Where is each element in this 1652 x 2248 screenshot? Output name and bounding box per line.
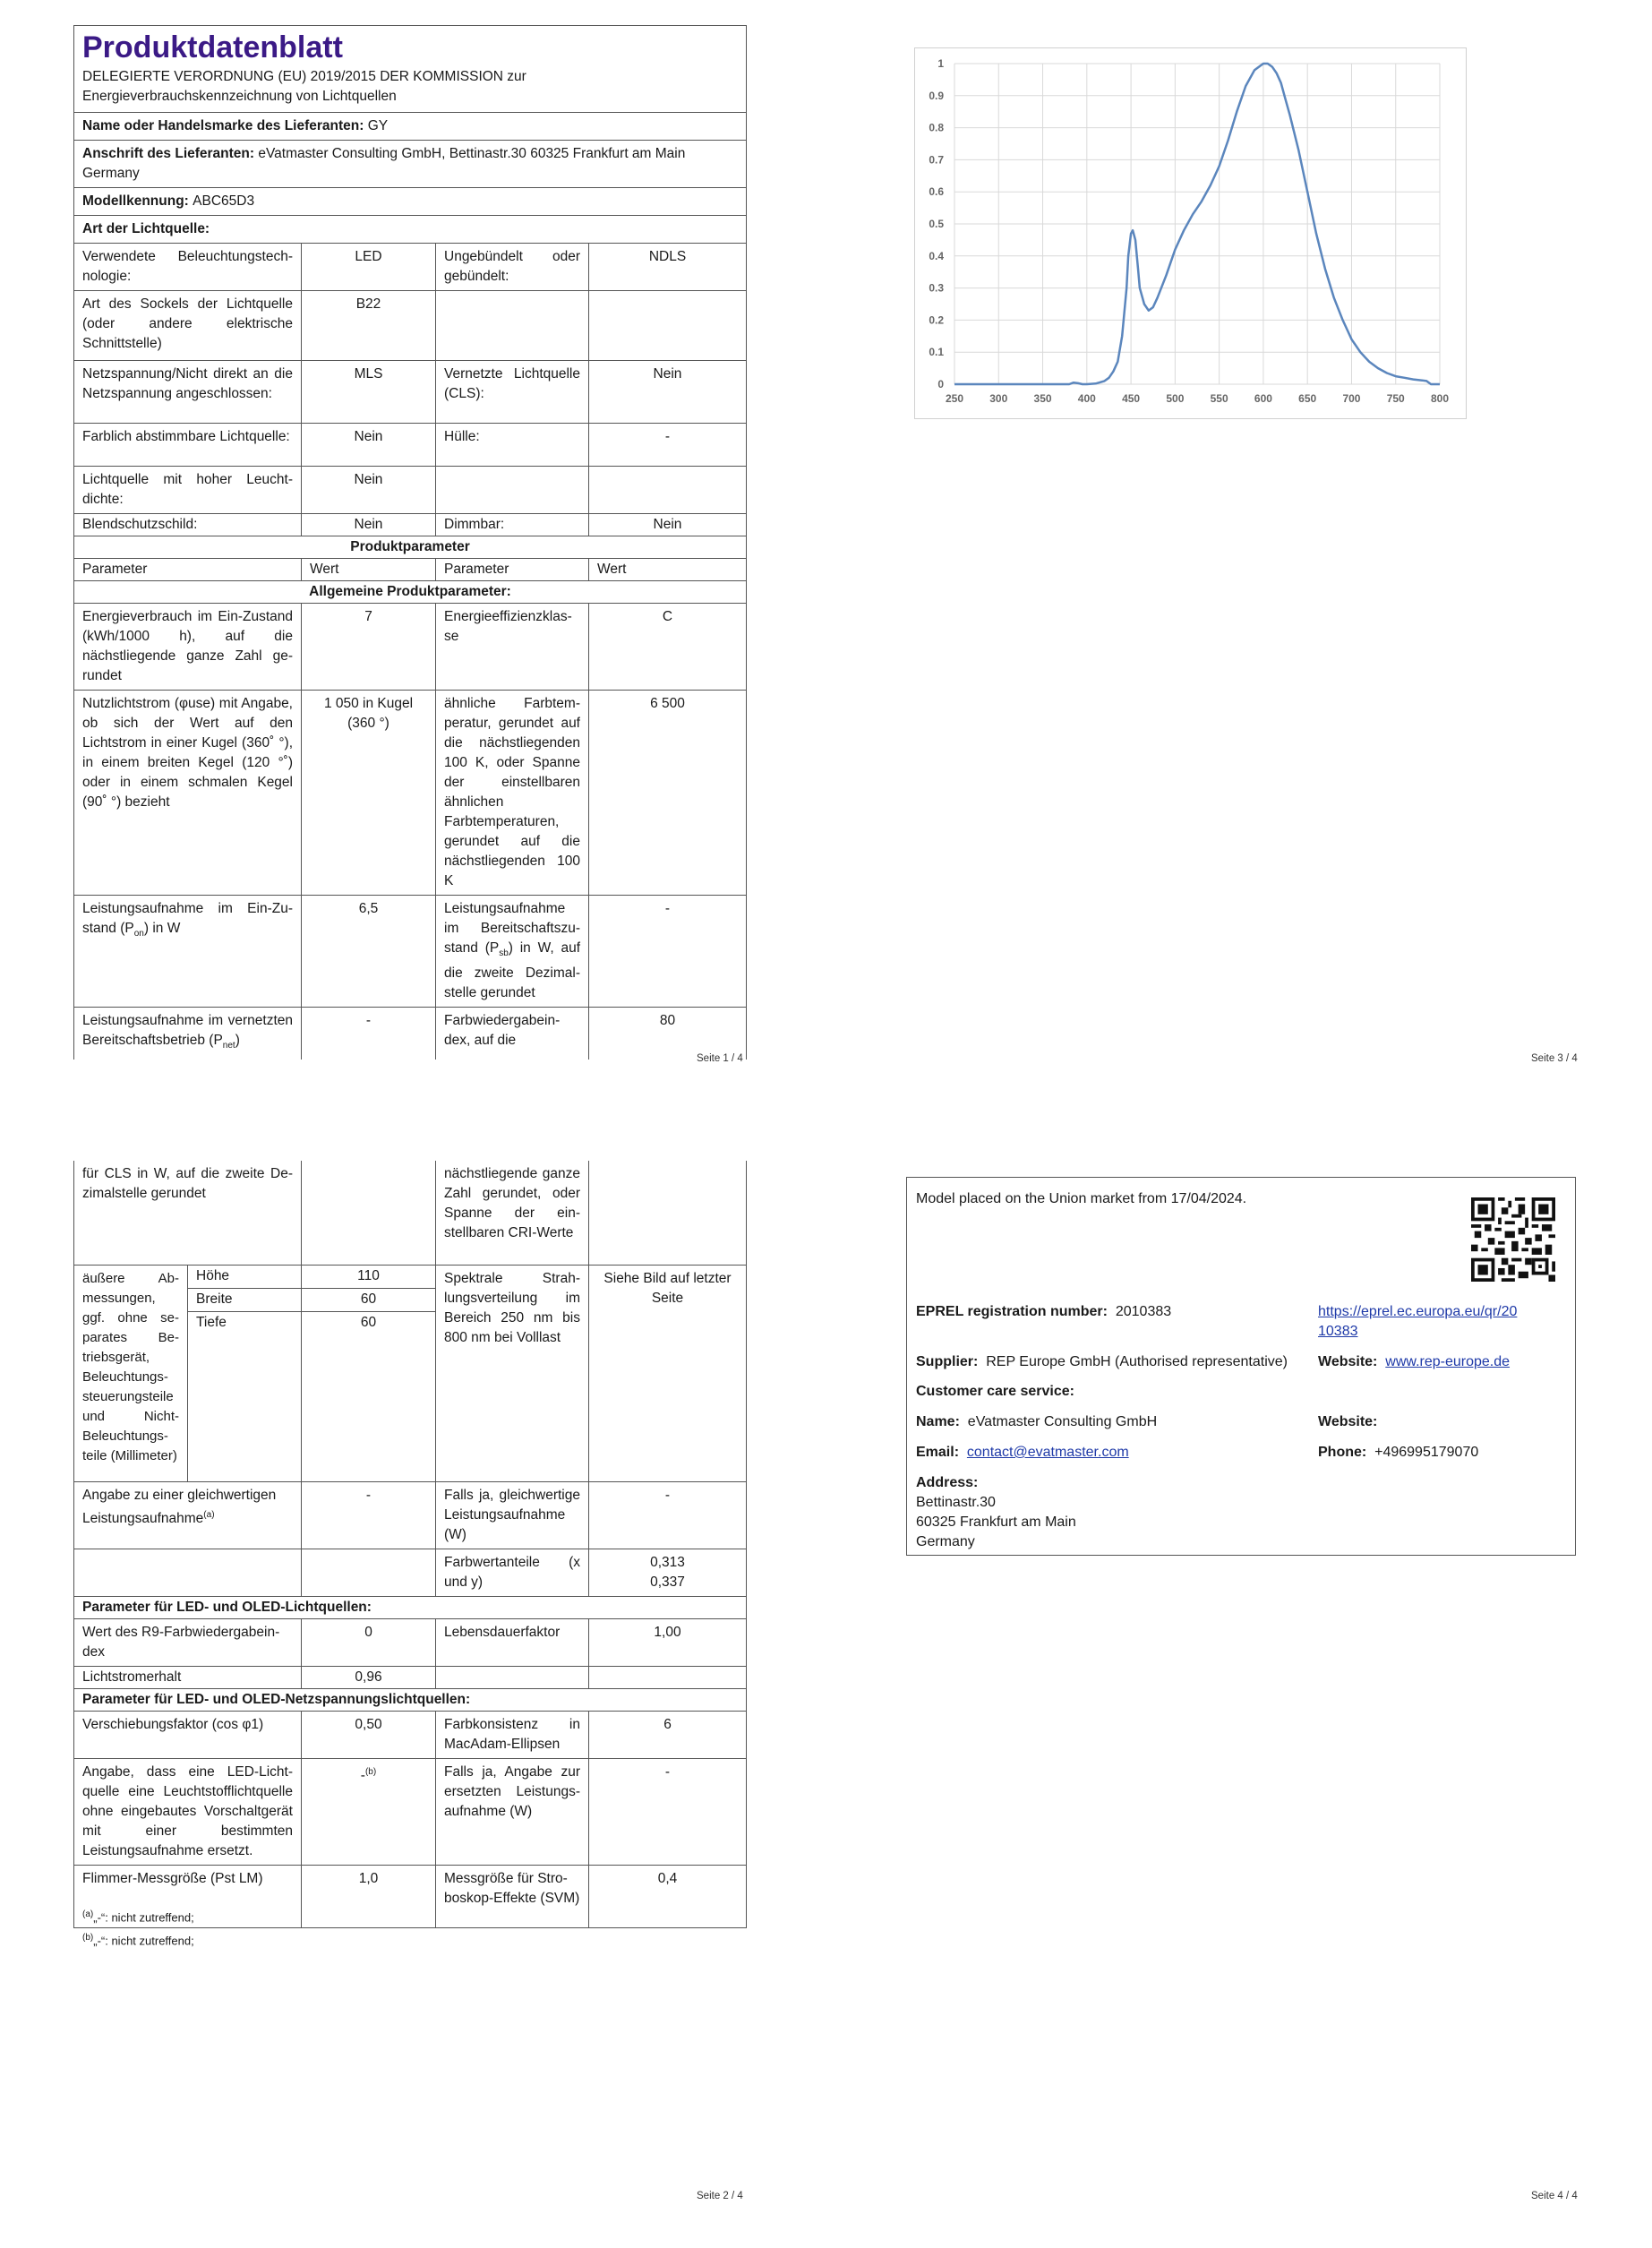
- y-tick-label: 1: [937, 57, 944, 70]
- y-tick-label: 0.3: [929, 281, 944, 295]
- table-row: Art des Sockels der Lichtquelle (oder andere elektrische Schnittstelle) B22: [74, 291, 747, 361]
- eprel-info-box: [906, 1177, 1576, 1556]
- table-row: Wert des R9-Farbwiedergabeindex 0 Lebensdauerfaktor 1,00: [74, 1618, 747, 1666]
- y-tick-label: 0.1: [929, 346, 944, 359]
- page-number-1: Seite 1 / 4: [697, 1053, 743, 1064]
- x-tick-label: 400: [1077, 392, 1096, 405]
- x-tick-label: 650: [1298, 392, 1317, 405]
- x-tick-label: 700: [1342, 392, 1361, 405]
- care-email: Email: contact@evatmaster.com: [916, 1445, 1129, 1460]
- table-row: Tiefe 60: [74, 1311, 747, 1481]
- qr-code-icon[interactable]: [1471, 1197, 1555, 1282]
- spectral-value: Siehe Bild auf letzter Seite: [589, 1265, 747, 1481]
- address-value: eVatmaster Consulting GmbH, Bettinastr.30 60325 Frankfurt am Main Germany: [82, 146, 686, 181]
- eprel-number: 2010383: [1115, 1304, 1172, 1319]
- table-row: Flimmer-Messgröße (Pst LM) 1,0 Messgröße für Stroboskop-Effekte (SVM) 0,4: [74, 1865, 747, 1927]
- email-link[interactable]: contact@evatmaster.com: [966, 1445, 1129, 1460]
- table-row: äußere Abmessungen, ggf. ohne separates Betriebsgerät, Beleuchtungssteuerungsteile und Nicht-Beleuchtungsteile (Millimeter) Höhe 110 Spektrale Strahlungsverteilung im Bereich 250 nm bis 800 nm bei Volllast Siehe Bild auf letzter Seite: [74, 1265, 747, 1288]
- y-tick-label: 0.7: [929, 153, 944, 167]
- led-heading: Parameter für LED- und OLED-Lichtquellen:: [74, 1596, 747, 1618]
- y-tick-label: 0.6: [929, 185, 944, 199]
- table-row: Lichtstromerhalt 0,96: [74, 1666, 747, 1688]
- y-tick-label: 0.4: [929, 249, 944, 262]
- regulation-text: DELEGIERTE VERORDNUNG (EU) 2019/2015 DER KOMMISSION zur Energieverbrauchskennzeichnung von Lichtquellen: [82, 69, 526, 104]
- y-tick-label: 0.5: [929, 218, 944, 230]
- eprel-link[interactable]: https://eprel.ec.europa.eu/qr/20 10383: [1318, 1304, 1518, 1339]
- spectral-chart: [914, 47, 1467, 419]
- table-row: Blendschutzschild: Nein Dimmbar: Nein: [74, 514, 747, 536]
- y-tick-label: 0.8: [929, 121, 944, 134]
- x-tick-label: 450: [1122, 392, 1141, 405]
- supplier-website: Website: www.rep-europe.de: [1318, 1354, 1511, 1369]
- table-row: Angabe, dass eine LED-Lichtquelle eine Leuchtstofflichtquelle ohne eingebautes Vorschaltgerät mit einer bestimmten Leistungsaufnahme ersetzt. -$^{(b)}$ Falls ja, Angabe zur ersetzten Leistungsaufnahme (W) -: [74, 1758, 747, 1865]
- eprel-registration: EPREL registration number: 2010383: [916, 1304, 1172, 1319]
- allgemeine-heading: Allgemeine Produktparameter:: [74, 581, 747, 604]
- customer-care-heading: Customer care service:: [916, 1384, 1074, 1399]
- table-row: Nutzlichtstrom (φuse) mit Angabe, ob sich der Wert auf den Lichtstrom in einer Kugel (360˚ °), in einem breiten Kegel (120 °˚) oder in einem schmalen Kegel (90˚ °) bezieht 1 050 in Kugel (360 °) ähnliche Farbtemperatur, gerundet auf die nächstliegenden 100 K, oder Spanne der einstellbaren ähnlichen Farbtemperaturen, gerundet auf die nächstliegenden 100 K 6 500: [74, 691, 747, 896]
- supplier-website-link[interactable]: www.rep-europe.de: [1385, 1354, 1511, 1369]
- page-number-3: Seite 3 / 4: [1531, 1053, 1578, 1064]
- supplier-line: Supplier: REP Europe GmbH (Authorised representative): [916, 1354, 1288, 1369]
- table-row: für CLS in W, auf die zweite Dezimalstelle gerundet nächstliegende ganze Zahl gerundet, oder Spanne der einstellbaren CRI-Werte: [74, 1161, 747, 1265]
- x-tick-label: 300: [989, 392, 1008, 405]
- table-row: Farbwertanteile (x und y) 0,313 0,337: [74, 1549, 747, 1596]
- page-number-2: Seite 2 / 4: [697, 2191, 743, 2201]
- table-row: Leistungsaufnahme im Ein-Zustand $(P_{on})$ in W 6,5 Leistungsaufnahme im Bereitschaftszustand $(P_{sb})$ in W, auf die zweite Dezimalstelle gerundet -: [74, 896, 747, 1008]
- page-number-4: Seite 4 / 4: [1531, 2191, 1578, 2201]
- table-row: Breite 60: [74, 1288, 747, 1311]
- x-tick-label: 600: [1254, 392, 1272, 405]
- x-tick-label: 500: [1166, 392, 1185, 405]
- table-row: Angabe zu einer gleichwertigen Leistungsaufnahme$^{(a)}$ - Falls ja, gleichwertige Leistungsaufnahme (W) -: [74, 1481, 747, 1549]
- table-row: Farblich abstimmbare Lichtquelle: Nein Hülle: -: [74, 424, 747, 467]
- type-heading: Art der Lichtquelle:: [74, 216, 747, 244]
- y-tick-label: 0: [937, 378, 944, 390]
- supplier-value: GY: [367, 118, 389, 133]
- placed-on-market-text: Model placed on the Union market from 17/04/2024.: [916, 1191, 1247, 1206]
- care-address: Address: Bettinastr.30 60325 Frankfurt am Main Germany: [916, 1475, 1076, 1549]
- x-tick-label: 350: [1033, 392, 1052, 405]
- datasheet-table-page1: [73, 25, 747, 1060]
- spectral-label: Spektrale Strahlungsverteilung im Bereich 250 nm bis 800 nm bei Volllast: [436, 1265, 589, 1481]
- document-title: Produktdatenblatt: [82, 30, 343, 64]
- x-tick-label: 750: [1386, 392, 1405, 405]
- table-row: Verwendete Beleuchtungstechnologie: LED Ungebündelt oder gebündelt: NDLS: [74, 244, 747, 291]
- dimensions-label: äußere Abmessungen, ggf. ohne separates Betriebsgerät, Beleuchtungssteuerungsteile und Nicht-Beleuchtungsteile (Millimeter): [74, 1265, 188, 1481]
- datasheet-table-page2: [73, 1161, 747, 1928]
- footnote-a: $^{(a)}$„-“: nicht zutreffend;: [82, 1909, 194, 1925]
- x-tick-label: 550: [1210, 392, 1228, 405]
- table-row: Lichtquelle mit hoher Leuchtdichte: Nein: [74, 467, 747, 514]
- table-row: Verschiebungsfaktor (cos φ1) 0,50 Farbkonsistenz in MacAdam-Ellipsen 6: [74, 1711, 747, 1758]
- model-row: Modellkennung: ABC65D3: [74, 188, 747, 216]
- care-phone: Phone: +496995179070: [1318, 1445, 1479, 1460]
- address-row: Anschrift des Lieferanten: eVatmaster Consulting GmbH, Bettinastr.30 60325 Frankfurt am Main Germany: [74, 141, 747, 188]
- table-row: Energieverbrauch im Ein-Zustand (kWh/1000 h), auf die nächstliegende ganze Zahl gerundet 7 Energieeffizienzklasse C: [74, 604, 747, 691]
- care-website: Website:: [1318, 1414, 1378, 1429]
- model-value: ABC65D3: [193, 193, 255, 209]
- supplier-row: Name oder Handelsmarke des Lieferanten: GY: [74, 113, 747, 141]
- care-name: Name: eVatmaster Consulting GmbH: [916, 1414, 1158, 1429]
- y-tick-label: 0.2: [929, 313, 944, 327]
- column-header-row: Parameter Wert Parameter Wert: [74, 559, 747, 581]
- mains-heading: Parameter für LED- und OLED-Netzspannungslichtquellen:: [74, 1688, 747, 1711]
- x-tick-label: 250: [945, 392, 964, 405]
- table-row: Leistungsaufnahme im vernetzten Bereitschaftsbetrieb $(P_{net})$ - Farbwiedergabeindex, auf die 80: [74, 1008, 747, 1060]
- y-tick-label: 0.9: [929, 89, 944, 102]
- table-row: Netzspannung/Nicht direkt an die Netzspannung angeschlossen: MLS Vernetzte Lichtquelle (CLS): Nein: [74, 361, 747, 424]
- footnote-b: $^{(b)}$„-“: nicht zutreffend;: [82, 1933, 194, 1948]
- x-tick-label: 800: [1430, 392, 1450, 405]
- produktparameter-heading: Produktparameter: [74, 536, 747, 559]
